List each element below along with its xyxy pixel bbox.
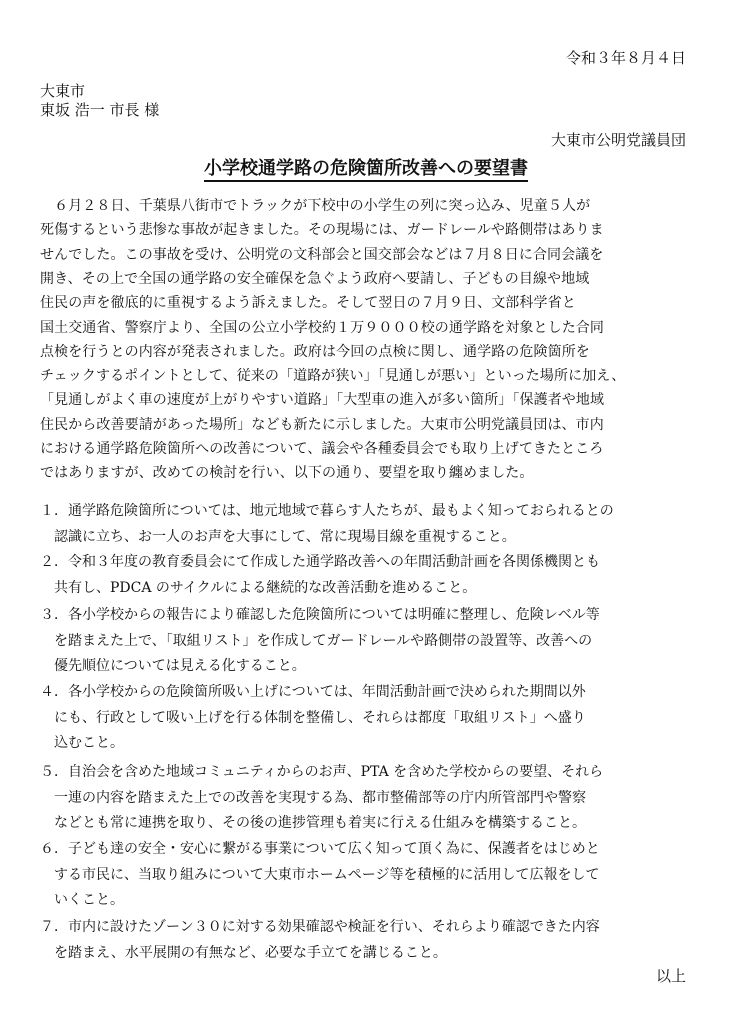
request-item-line: ２．令和３年度の教育委員会にて作成した通学路改善への年間活動計画を各関係機関とも [40, 554, 600, 570]
body-line: 「見通しがよく車の速度が上がりやすい道路」「大型車の進入が多い箇所」「保護者や地域 [40, 392, 605, 409]
request-item-line: ７．市内に設けたゾーン３０に対する効果確認や検証を行い、それらより確認できた内容 [40, 919, 600, 935]
body-line: ではありますが、改めての検討を行い、以下の通り、要望を取り纏めました。 [40, 465, 534, 482]
request-item-line: ５．自治会を含めた地域コミュニティからのお声、PTA を含めた学校からの要望、それら [40, 764, 604, 780]
body-line: ６月２８日、千葉県八街市でトラックが下校中の小学生の列に突っ込み、児童５人が [40, 198, 591, 214]
request-item-line: いくこと。 [40, 892, 124, 908]
body-line: 住民から改善要請があった場所」なども新たに示しました。大東市公明党議員団は、市内 [40, 416, 604, 433]
document-date: 令和３年８月４日 [565, 49, 686, 67]
request-item-line: ３．各小学校からの報告により確認した危険箇所については明確に整理し、危険レベル等 [40, 607, 600, 623]
request-item-line: する市民に、当取り組みについて大東市ホームページ等を積極的に活用して広報をして [40, 866, 600, 883]
request-item-line: 認識に立ち、お一人のお声を大事にして、常に現場目線を重視すること。 [40, 528, 516, 545]
body-line: 開き、その上で全国の通学路の安全確保を急ぐよう政府へ要請し、子どもの目線や地域 [40, 270, 590, 287]
request-item-line: ６．子ども達の安全・安心に繋がる事業について広く知って頂く為に、保護者をはじめと [40, 841, 600, 857]
recipient-city: 大東市 [40, 82, 86, 100]
body-line: 住民の声を徹底的に重視するよう訴えました。そして翌日の７月９日、文部科学省と [40, 295, 576, 312]
closing-remark: 以上 [655, 967, 686, 985]
request-item-line: 込むこと。 [40, 735, 124, 751]
body-line: 点検を行うとの内容が発表されました。政府は今回の点検に関し、通学路の危険箇所を [40, 343, 590, 360]
request-item-line: を踏まえ、水平展開の有無など、必要な手立てを講じること。 [40, 944, 447, 961]
document-title: 小学校通学路の危険箇所改善への要望書 [0, 160, 732, 178]
request-item-line: 優先順位については見える化すること。 [40, 658, 306, 674]
body-line: における通学路危険箇所への改善について、議会や各種委員会でも取り上げてきたところ [40, 441, 604, 457]
request-item-line: 一連の内容を踏まえた上での改善を実現する為、都市整備部等の庁内所管部門や警察 [40, 789, 586, 806]
request-item-line: ４．各小学校からの危険箇所吸い上げについては、年間活動計画で決められた期間以外 [40, 684, 586, 700]
body-line: 死傷するという悲惨な事故が起きました。その現場には、ガードレールや路側帯はありま [40, 222, 604, 239]
body-line: チェックするポイントとして、従来の「道路が狭い」「見通しが悪い」といった場所に加え、 [40, 368, 626, 385]
sender-name: 大東市公明党議員団 [550, 131, 686, 149]
request-item-line: を踏まえた上で、「取組リスト」を作成してガードレールや路側帯の設置等、改善への [40, 632, 593, 649]
recipient-mayor: 東坂 浩一 市長 様 [40, 101, 160, 119]
body-line: せんでした。この事故を受け、公明党の文科部会と国交部会などは７月８日に合同会議を [40, 246, 604, 263]
request-item-line: などとも常に連携を取り、その後の進捗管理も着実に行える仕組みを構築すること。 [40, 815, 586, 831]
request-item-line: にも、行政として吸い上げを行る体制を整備し、それらは都度「取組リスト」へ盛り [40, 709, 586, 726]
request-item-line: １．通学路危険箇所については、地元地域で暮らす人たちが、最もよく知っておられるとの [40, 503, 614, 519]
request-item-line: 共有し、PDCA のサイクルによる継続的な改善活動を進めること。 [40, 579, 477, 596]
body-line: 国土交通省、警察庁より、全国の公立小学校約１万９０００校の通学路を対象とした合同 [40, 319, 604, 336]
